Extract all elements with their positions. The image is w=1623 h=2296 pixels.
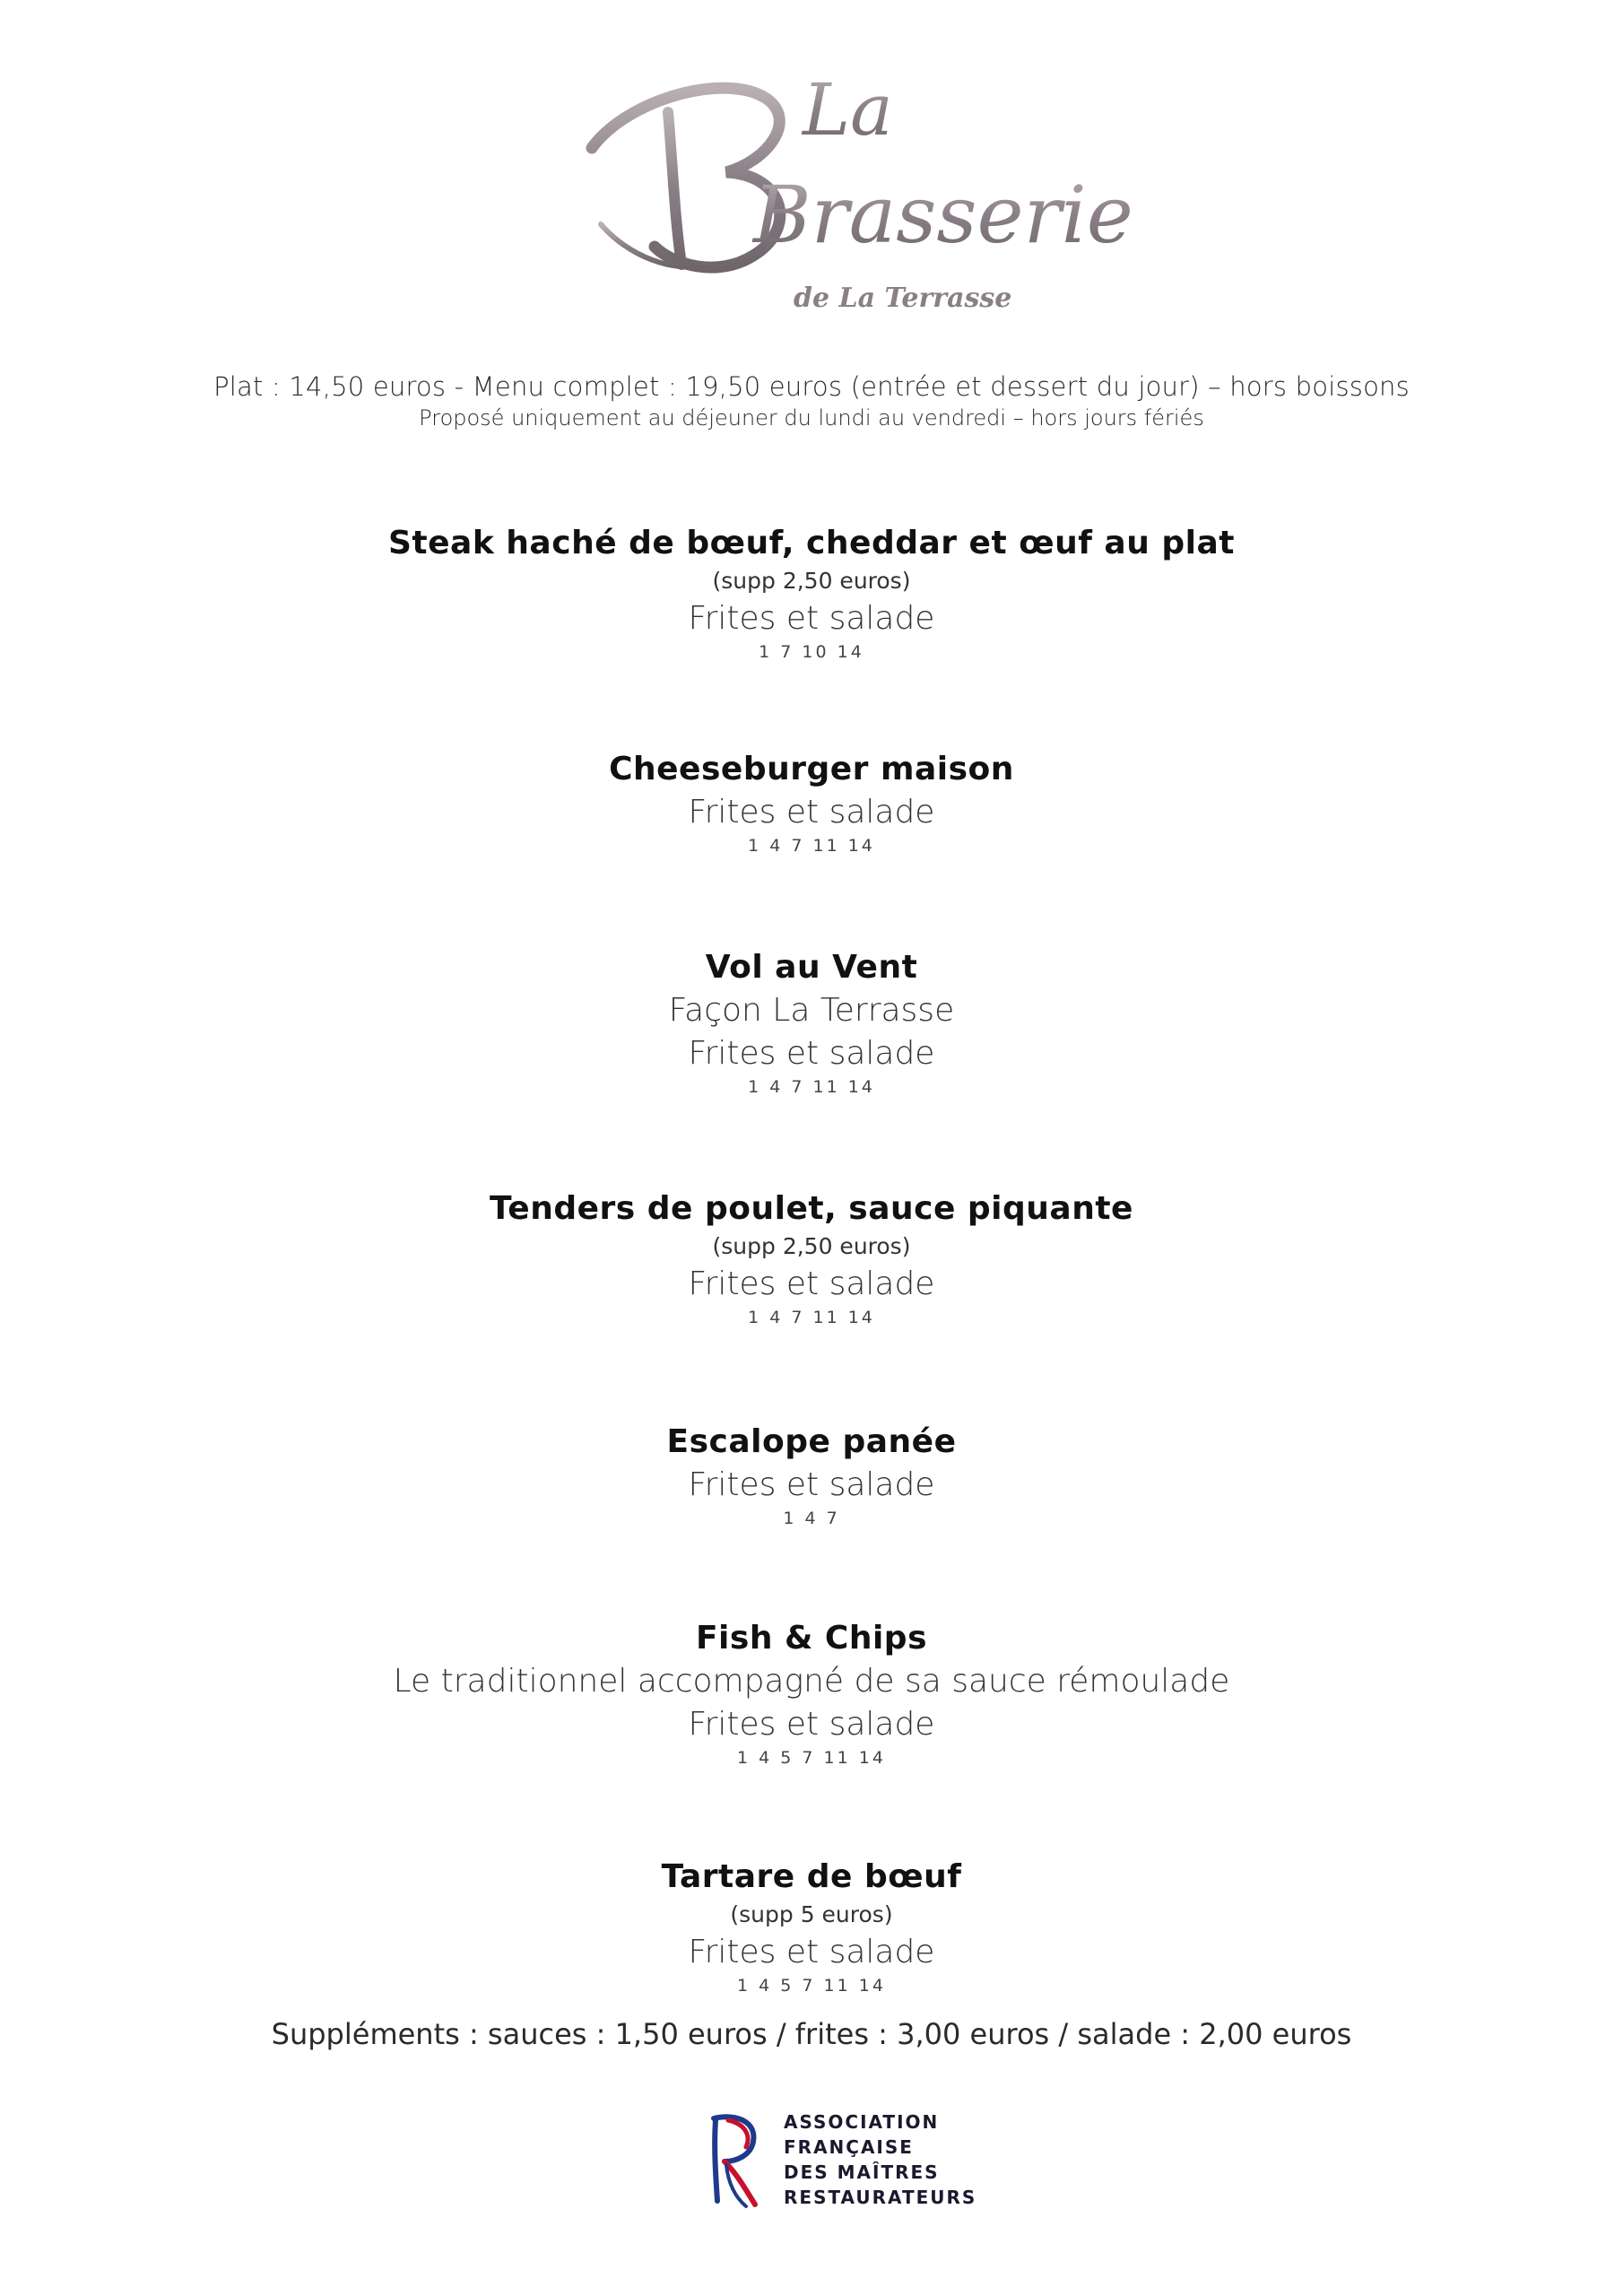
dish-item	[0, 1617, 1623, 1770]
dish-supplement: (supp 2,50 euros)	[712, 1233, 911, 1259]
dish-description: Frites et salade	[688, 1035, 935, 1072]
dish-allergens: 1 4 7 11 14	[748, 1308, 875, 1327]
maitres-restaurateurs-logo-icon	[701, 2111, 766, 2210]
dish-name: Vol au Vent	[705, 949, 918, 986]
dish-name: Cheeseburger maison	[609, 751, 1014, 787]
association-line: RESTAURATEURS	[784, 2187, 977, 2208]
dish-item	[0, 522, 1623, 664]
dish-description: Frites et salade	[688, 600, 935, 637]
dish-item	[0, 1856, 1623, 1997]
dish-description: Frites et salade	[688, 1265, 935, 1302]
dish-name: Tenders de poulet, sauce piquante	[490, 1190, 1133, 1227]
association-line: ASSOCIATION	[784, 2111, 940, 2133]
dish-supplement: (supp 5 euros)	[730, 1901, 893, 1927]
logo-subtitle: de La Terrasse	[794, 283, 1012, 314]
dish-description: Façon La Terrasse	[668, 992, 955, 1029]
dish-allergens: 1 7 10 14	[759, 642, 864, 662]
dish-description: Frites et salade	[688, 1706, 935, 1743]
brasserie-logo	[574, 63, 1133, 332]
supplements-info: Suppléments : sauces : 1,50 euros / frites : 3,00 euros / salade : 2,00 euros	[271, 2017, 1352, 2051]
logo-word-brasserie: Brasserie	[753, 169, 1133, 261]
dish-item	[0, 748, 1623, 857]
dish-allergens: 1 4 7 11 14	[748, 1077, 875, 1097]
price-info: Plat : 14,50 euros - Menu complet : 19,50 euros (entrée et dessert du jour) – hors boissons	[213, 371, 1410, 402]
association-line: DES MAÎTRES	[784, 2161, 940, 2183]
dish-name: Escalope panée	[666, 1423, 957, 1460]
dish-item	[0, 1421, 1623, 1530]
dish-allergens: 1 4 7 11 14	[748, 836, 875, 856]
dish-allergens: 1 4 7	[783, 1509, 840, 1528]
maitres-restaurateurs-badge	[701, 2109, 1006, 2217]
dish-description: Le traditionnel accompagné de sa sauce rémoulade	[393, 1663, 1230, 1700]
dish-description: Frites et salade	[688, 1934, 935, 1970]
association-line: FRANÇAISE	[784, 2136, 914, 2158]
association-name	[784, 2109, 976, 2210]
logo-word-la: La	[803, 68, 893, 152]
intro-block	[0, 370, 1623, 432]
dish-item	[0, 946, 1623, 1099]
dish-description: Frites et salade	[688, 1466, 935, 1503]
availability-info: Proposé uniquement au déjeuner du lundi au vendredi – hors jours fériés	[419, 405, 1204, 430]
dish-item	[0, 1187, 1623, 1329]
dish-description: Frites et salade	[688, 794, 935, 831]
dish-name: Steak haché de bœuf, cheddar et œuf au plat	[387, 525, 1236, 561]
dish-name: Tartare de bœuf	[661, 1858, 962, 1895]
dish-supplement: (supp 2,50 euros)	[712, 568, 911, 594]
dish-allergens: 1 4 5 7 11 14	[737, 1748, 886, 1768]
dish-allergens: 1 4 5 7 11 14	[737, 1976, 886, 1996]
dish-name: Fish & Chips	[695, 1620, 928, 1657]
